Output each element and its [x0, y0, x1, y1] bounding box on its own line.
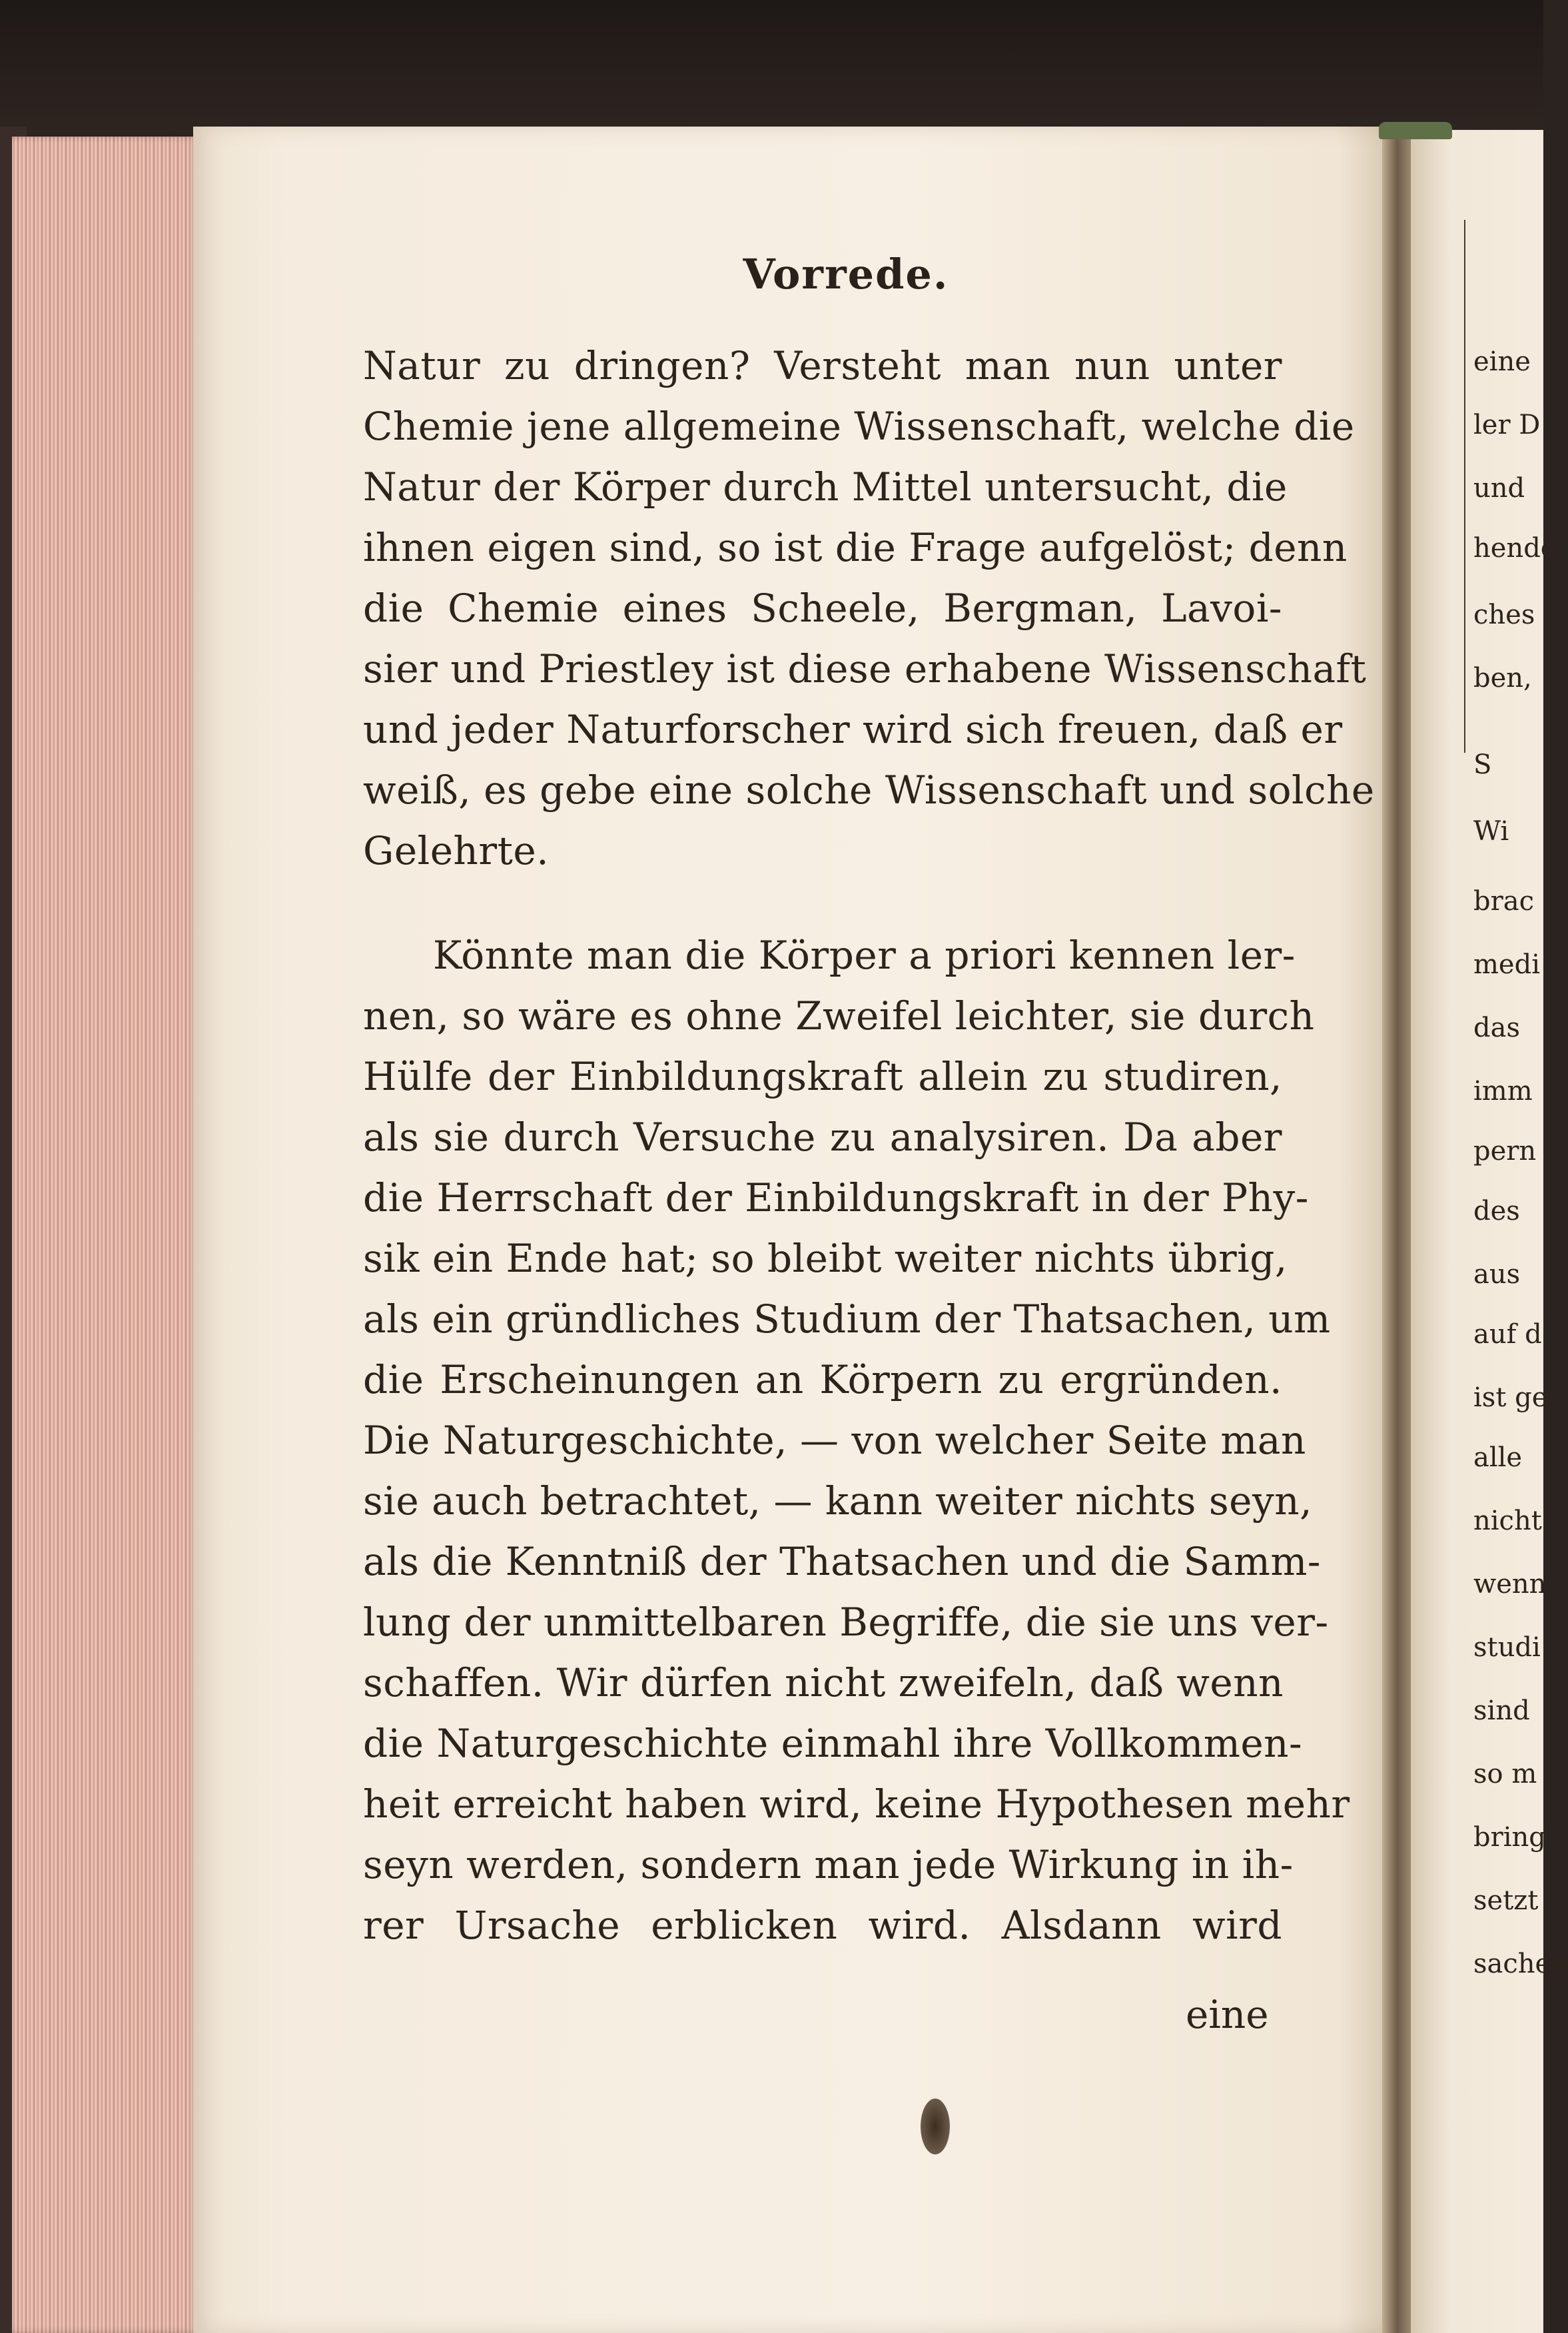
text-line: als die Kenntniß der Thatsachen und die Samm-: [363, 1539, 1321, 1584]
fragment-line: sachen: [1473, 1949, 1568, 1979]
text-line: sik ein Ende hat; so bleibt weiter nichts übrig,: [363, 1236, 1288, 1281]
text-line: und jeder Naturforscher wird sich freuen, daß er: [363, 707, 1343, 752]
fragment-line: eine: [1473, 346, 1531, 377]
text-line: die Chemie eines Scheele, Bergman, Lavoi-: [363, 586, 1282, 631]
fragment-line: ler D: [1473, 410, 1541, 440]
fragment-line: ist ge: [1473, 1382, 1548, 1413]
text-line: als ein gründliches Studium der Thatsachen, um: [363, 1296, 1331, 1342]
text-line: als sie durch Versuche zu analysiren. Da aber: [363, 1115, 1282, 1160]
fragment-line: S: [1473, 749, 1492, 780]
fragment-line: alle: [1473, 1442, 1523, 1473]
text-line: Chemie jene allgemeine Wissenschaft, welche die: [363, 404, 1355, 449]
text-line: schaffen. Wir dürfen nicht zweifeln, daß wenn: [363, 1660, 1284, 1705]
page-edges: [12, 137, 198, 2333]
fragment-line: Wi: [1473, 816, 1509, 847]
fragment-line: so m: [1473, 1759, 1537, 1789]
bookmark-ribbon: [1379, 122, 1452, 139]
fragment-line: brac: [1473, 886, 1534, 917]
fragment-line: imm: [1473, 1076, 1533, 1107]
text-line: Natur zu dringen? Versteht man nun unter: [363, 343, 1282, 388]
text-line: lung der unmittelbaren Begriffe, die sie uns ver-: [363, 1600, 1329, 1645]
fragment-line: medi: [1473, 949, 1540, 980]
fragment-line: auf d: [1473, 1319, 1542, 1350]
text-line: Natur der Körper durch Mittel untersucht, die: [363, 464, 1288, 510]
fragment-line: und: [1473, 473, 1525, 504]
fragment-line: aus: [1473, 1259, 1521, 1290]
text-line: die Erscheinungen an Körpern zu ergründen.: [363, 1357, 1282, 1402]
catchword: eine: [1186, 1992, 1269, 2037]
fragment-line: nicht: [1473, 1506, 1542, 1536]
text-line: seyn werden, sondern man jede Wirkung in ih-: [363, 1842, 1294, 1887]
fragment-line: pern: [1473, 1136, 1537, 1166]
fragment-line: ben,: [1473, 663, 1532, 694]
text-line: ihnen eigen sind, so ist die Frage aufgelöst; denn: [363, 525, 1348, 570]
fragment-line: des: [1473, 1196, 1520, 1226]
text-line: rer Ursache erblicken wird. Alsdann wird: [363, 1903, 1282, 1948]
text-line: die Herrschaft der Einbildungskraft in der Phy-: [363, 1175, 1309, 1220]
text-line: die Naturgeschichte einmahl ihre Vollkommen-: [363, 1721, 1303, 1766]
fragment-line: wenn: [1473, 1569, 1547, 1600]
right-page-divider: [1464, 220, 1465, 753]
background-top: [0, 0, 1543, 133]
fragment-line: sind: [1473, 1695, 1530, 1726]
right-page: [1411, 130, 1568, 2333]
text-line: Die Naturgeschichte, — von welcher Seite man: [363, 1418, 1306, 1463]
fragment-line: bring: [1473, 1822, 1546, 1853]
fragment-line: das: [1473, 1013, 1520, 1043]
text-line: Hülfe der Einbildungskraft allein zu studiren,: [363, 1054, 1282, 1099]
text-line: nen, so wäre es ohne Zweifel leichter, sie durch: [363, 993, 1315, 1039]
text-line: Könnte man die Körper a priori kennen ler-: [433, 933, 1296, 978]
text-line: weiß, es gebe eine solche Wissenschaft und solche: [363, 767, 1375, 813]
text-line: sie auch betrachtet, — kann weiter nichts seyn,: [363, 1478, 1313, 1524]
text-line: sier und Priestley ist diese erhabene Wissenschaft: [363, 646, 1367, 692]
fragment-line: studi: [1473, 1632, 1541, 1663]
fragment-line: ches: [1473, 600, 1535, 630]
fragment-line: setzt: [1473, 1885, 1539, 1916]
fragment-line: hende: [1473, 533, 1557, 564]
text-line: heit erreicht haben wird, keine Hypothesen mehr: [363, 1781, 1350, 1827]
paper-hole: [921, 2099, 950, 2154]
page-header: Vorrede.: [743, 250, 949, 298]
text-line: Gelehrte.: [363, 828, 550, 873]
